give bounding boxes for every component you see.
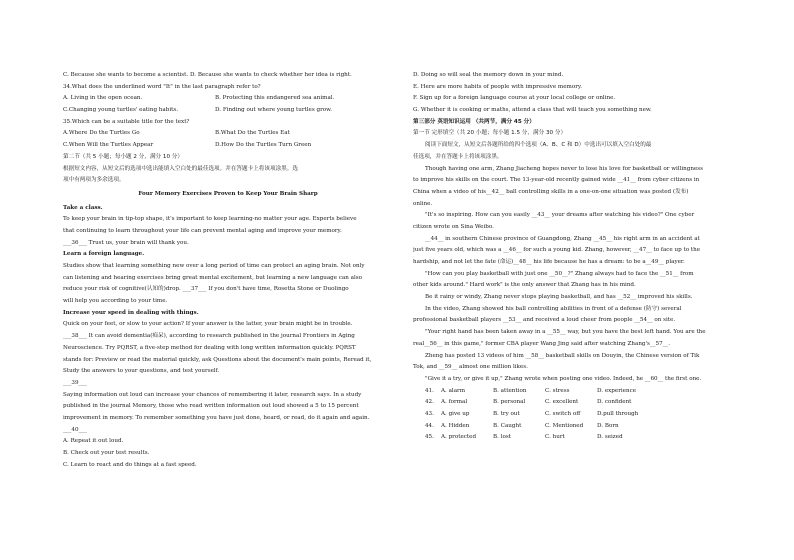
text-line: improvement in memory. To remember something you have just done, heard, or read, do it again and again.: [63, 414, 370, 421]
option-d: D.pull through: [597, 410, 639, 417]
section-2-instructions: 根据短文内容，从短文后的选项中选出能填入空白处的最佳选项。并在答题卡上将该项涂黑。选: [63, 165, 298, 172]
option-d: D. experience: [597, 387, 637, 394]
text-line: Studies show that learning something new over a long period of time can protect an aging brain. Not only: [63, 263, 365, 269]
option-b: B. try out: [493, 410, 520, 417]
text-line: "It's so inspiring. How can you easily __43__ your dreams after watching his video?" One cyber: [425, 212, 695, 219]
option-b: B. attention: [493, 387, 527, 394]
option-c: C.When Will the Turtles Appear: [63, 142, 154, 149]
option-b: B. Protecting this endangered sea animal.: [215, 95, 335, 102]
option-a: A. Hidden: [441, 422, 470, 429]
option-c: C. excellent: [545, 399, 579, 406]
option-row: [425, 432, 750, 444]
option-a: A.Where Do the Turtles Go: [63, 130, 140, 137]
option-d: D. Doing so will seal the memory down in your mind.: [413, 72, 564, 78]
text-line: __44__ in southern Chinese province of Guangdong, Zhang __45__ his right arm in an accident at: [425, 235, 700, 242]
option-d: D. Born: [597, 422, 619, 429]
text-line: online.: [413, 200, 433, 207]
text-line: Neuroscience. Try PQRST, a five-step method for dealing with long written information quickly. PQRST: [63, 344, 356, 351]
text-line: In the video, Zhang showed his ball controlling abilities in front of a defense (防守) several: [425, 305, 682, 312]
option-b: B. personal: [493, 399, 526, 406]
option-c: C. Mentioned: [545, 422, 584, 429]
text-line: can listening and hearing exercises bring great mental excitement, but learning a new language can also: [63, 274, 363, 281]
part-3-heading: 第三部分 英语知识运用 （共两节，满分 45 分）: [413, 118, 535, 125]
section-2-instructions: 项中有两项为多余选项。: [63, 177, 125, 184]
option-c: C. switch off: [545, 410, 581, 417]
cloze-instructions: 阅读下面短文，从短文后各题所给的四个选项（A、B、C 和 D）中选出可以填入空白处的最: [425, 142, 652, 149]
question-34: 34.What does the underlined word "It" in the last paragraph refer to?: [63, 83, 261, 90]
option-b: B. Check out your test results.: [63, 450, 150, 456]
option-d: D. Finding out where young turtles grow.: [215, 107, 333, 114]
text-line: real__56__ in this game," former CBA player Wang Jing said after watching Zhang's__57__.: [413, 340, 671, 347]
option-e: E. Here are more habits of people with impressive memory.: [413, 83, 583, 90]
text-line: will help you according to your time.: [63, 298, 168, 305]
text-line: To keep your brain in tip-top shape, it's important to keep learning-no matter your age. Experts believe: [63, 216, 357, 223]
question-number: 43.: [425, 410, 434, 417]
question-number: 42.: [425, 399, 434, 406]
left-column: [63, 70, 393, 471]
text-line: stands for: Preview or read the material quickly, ask Questions about the document's main points, Reread it,: [63, 356, 372, 363]
text-line: just five years old, which was a __46__ for such a young kid. Zhang, however, __47__ to face up to the: [413, 247, 701, 254]
text-line: "Your right hand has been taken away in a __55__ way, but you have the best left hand. You are the: [425, 329, 706, 336]
right-column: [413, 70, 750, 444]
option-c: C. stress: [545, 387, 570, 394]
text-line: citizen wrote on Sina Weibo.: [413, 223, 494, 230]
text-line: other kids around." Hard work" is the only answer that Zhang has in his mind.: [413, 282, 636, 289]
option-f: F. Sign up for a foreign language course at your local college or online.: [413, 95, 616, 102]
text-line: "How can you play basketball with just one __50__?" Zhang always had to face the __51__ from: [425, 270, 694, 277]
option-a: A. formal: [441, 399, 468, 406]
text-line: Study the answers to your questions, and test yourself.: [63, 368, 220, 375]
option-a: A. Living in the open ocean.: [63, 95, 143, 102]
section-2-heading: 第二节（共 5 小题；每小题 2 分，满分 10 分）: [63, 153, 183, 160]
section-1-heading: 第一节 完形填空（共 20 小题；每小题 1.5 分，满分 30 分）: [413, 130, 567, 137]
text-line: C. Because she wants to become a scientist. D. Because she wants to check whether her idea is right.: [63, 72, 352, 78]
text-line: Tok, and __59__ almost one million likes.: [413, 364, 528, 371]
text-line: to improve his skills on the court. The 13-year-old recently gained wide __41__ from cyber citizens in: [413, 177, 700, 184]
option-b: B.What Do the Turtles Eat: [215, 130, 290, 137]
passage-heading: Increase your speed in dealing with things.: [63, 309, 199, 316]
text-line: Zheng has posted 13 videos of him __58__ basketball skills on Douyin, the Chinese version of Tik: [425, 352, 700, 359]
option-a: A. Repeat it out loud.: [63, 438, 124, 445]
option-d: D. seized: [597, 434, 623, 441]
text-line: Saying information out loud can increase your chances of remembering it later, research says. In a study: [63, 391, 362, 398]
question-number: 44.: [425, 422, 434, 429]
question-number: 45.: [425, 434, 434, 441]
q35-options-cd: [63, 140, 393, 152]
cloze-options: [413, 386, 750, 444]
question-35: 35.Which can be a suitable title for the text?: [63, 118, 190, 125]
text-line: China when a video of his__42__ ball controlling skills in a one-on-one situation was posted (发布): [413, 188, 689, 195]
option-b: B. Caught: [493, 422, 522, 429]
option-row: [425, 386, 750, 398]
text-line: ___38___ It can avoid dementia(痴呆), according to research published in the journal Frontiers in Aging: [63, 333, 355, 340]
option-c: C.Changing young turtles' eating habits.: [63, 107, 179, 114]
text-line: reduce your risk of cognitive(认知的)drop. ___37___ If you don't have time, Rosetta Stone or Duolingo: [63, 286, 349, 293]
blank-40: ___40___: [63, 426, 87, 433]
text-line: "Give it a try, or give it up," Zhang wrote when posting one video. Indeed, he __60__ the first one.: [425, 375, 702, 382]
text-line: professional basketball players __53__ and received a loud cheer from people __54__ on site.: [413, 317, 676, 324]
q34-options-cd: [63, 105, 393, 117]
text-line: Though having one arm, Zhang Jiacheng hopes never to lose his love for basketball or willingness: [425, 165, 703, 172]
option-d: D. confident: [597, 399, 632, 406]
q35-options-ab: [63, 128, 393, 140]
question-number: 41.: [425, 387, 434, 394]
option-b: B. lost: [493, 434, 511, 441]
text-line: published in the journal Memory, those who read written information out loud showed a 5 to 15 percent: [63, 403, 359, 410]
option-c: C. hurt: [545, 434, 565, 441]
q34-options-ab: [63, 93, 393, 105]
text-line: hardship, and not let the fate (命运)__48__ his life because he has a dream: to be a__49__ player.: [413, 259, 685, 265]
passage-heading: Take a class.: [63, 204, 103, 211]
option-a: A. give up: [441, 410, 470, 417]
cloze-instructions: 佳选项，并在答题卡上将该项涂黑。: [413, 153, 503, 160]
passage-title: Four Memory Exercises Proven to Keep Your Brain Sharp: [138, 190, 318, 197]
text-line: Quick on your feet, or slow to your action? If your answer is the latter, your brain might be in trouble.: [63, 321, 353, 328]
option-a: A. protected: [441, 434, 477, 441]
passage-heading: Learn a foreign language.: [63, 251, 145, 258]
option-g: G. Whether it is cooking or maths, attend a class that will teach you something new.: [413, 107, 652, 114]
text-line: that continuing to learn throughout your life can prevent mental aging and improve your memory.: [63, 227, 342, 234]
blank-39: ___39___: [63, 379, 87, 386]
option-c: C. Learn to react and do things at a fast speed.: [63, 461, 197, 468]
option-row: [425, 409, 750, 421]
option-row: [425, 397, 750, 409]
option-a: A. alarm: [441, 387, 466, 394]
option-row: [425, 421, 750, 433]
text-line: Be it rainy or windy, Zhang never stops playing basketball, and has __52__ improved his skills.: [425, 294, 693, 301]
option-d: D.How Do the Turtles Turn Green: [215, 142, 312, 149]
text-line: ___36___ Trust us, your brain will thank you.: [63, 239, 189, 246]
